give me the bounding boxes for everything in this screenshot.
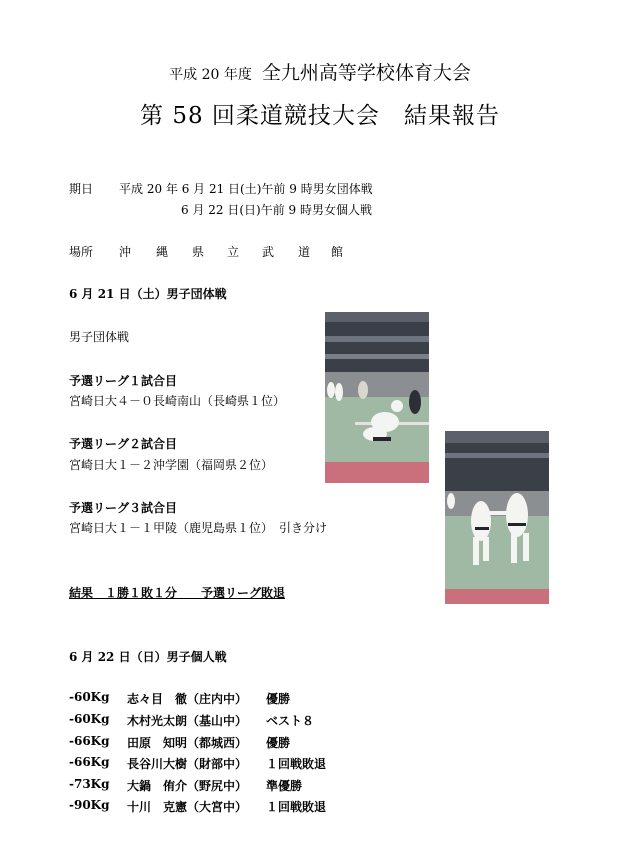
athlete-result: ベスト８ bbox=[266, 714, 315, 728]
athlete-name: 大鍋 侑介（野尻中） bbox=[127, 779, 248, 793]
venue-char: 立 bbox=[227, 245, 240, 259]
athlete-result: 優勝 bbox=[266, 692, 291, 706]
report-title-line bbox=[0, 97, 640, 130]
match-result: 宮崎日大４－０長崎南山（長崎県１位） bbox=[69, 394, 286, 408]
report-title-suffix: 結果報告 bbox=[403, 103, 500, 129]
report-title: 第 58 回柔道競技大会 bbox=[140, 103, 380, 129]
individual-day-heading: 6 月 22 日（日）男子個人戦 bbox=[69, 650, 227, 664]
venue-char: 道 bbox=[298, 245, 311, 259]
weight-class: -73Kg bbox=[69, 777, 110, 791]
judoka-standing-illustration bbox=[445, 431, 549, 604]
team-subheading: 男子団体戦 bbox=[69, 330, 130, 344]
match-result: 宮崎日大１－１甲陵（鹿児島県１位） 引き分け bbox=[69, 521, 328, 535]
team-day-heading: 6 月 21 日（土）男子団体戦 bbox=[69, 287, 227, 301]
date-label: 期日 bbox=[69, 182, 94, 196]
athlete-result: １回戦敗退 bbox=[266, 757, 327, 771]
team-summary: 結果 １勝１敗１分 予選リーグ敗退 bbox=[69, 586, 286, 600]
weight-class: -60Kg bbox=[69, 712, 110, 726]
judo-throw-illustration bbox=[325, 312, 429, 483]
athlete-result: 優勝 bbox=[266, 736, 291, 750]
venue-char: 沖 bbox=[119, 245, 132, 259]
venue-char: 県 bbox=[192, 245, 205, 259]
weight-class: -60Kg bbox=[69, 690, 110, 704]
venue-char: 武 bbox=[262, 245, 275, 259]
year-label: 平成 20 年度 bbox=[169, 67, 252, 83]
venue-label: 場所 bbox=[69, 245, 94, 259]
match-title: 予選リーグ３試合目 bbox=[69, 501, 178, 515]
judo-match-photo-1 bbox=[325, 312, 429, 483]
event-name: 全九州高等学校体育大会 bbox=[261, 62, 471, 84]
match-result: 宮崎日大１－２沖学園（福岡県２位） bbox=[69, 458, 274, 472]
event-title-line bbox=[0, 58, 640, 85]
athlete-result: １回戦敗退 bbox=[266, 800, 327, 814]
date-line-2: 6 月 22 日(日)午前 9 時男女個人戦 bbox=[181, 203, 372, 217]
athlete-name: 十川 克憲（大宮中） bbox=[127, 800, 248, 814]
weight-class: -66Kg bbox=[69, 755, 110, 769]
venue-char: 縄 bbox=[156, 245, 169, 259]
match-title: 予選リーグ１試合目 bbox=[69, 374, 178, 388]
weight-class: -66Kg bbox=[69, 734, 110, 748]
athlete-result: 準優勝 bbox=[266, 779, 303, 793]
match-title: 予選リーグ２試合目 bbox=[69, 437, 178, 451]
athlete-name: 長谷川大樹（財部中） bbox=[127, 757, 248, 771]
athlete-name: 田原 知明（都城西） bbox=[127, 736, 248, 750]
judo-match-photo-2 bbox=[445, 431, 549, 604]
athlete-name: 木村光太朗（基山中） bbox=[127, 714, 248, 728]
venue-char: 館 bbox=[331, 245, 344, 259]
athlete-name: 志々目 徹（庄内中） bbox=[127, 692, 248, 706]
weight-class: -90Kg bbox=[69, 798, 110, 812]
date-line-1: 平成 20 年 6 月 21 日(土)午前 9 時男女団体戦 bbox=[119, 182, 373, 196]
